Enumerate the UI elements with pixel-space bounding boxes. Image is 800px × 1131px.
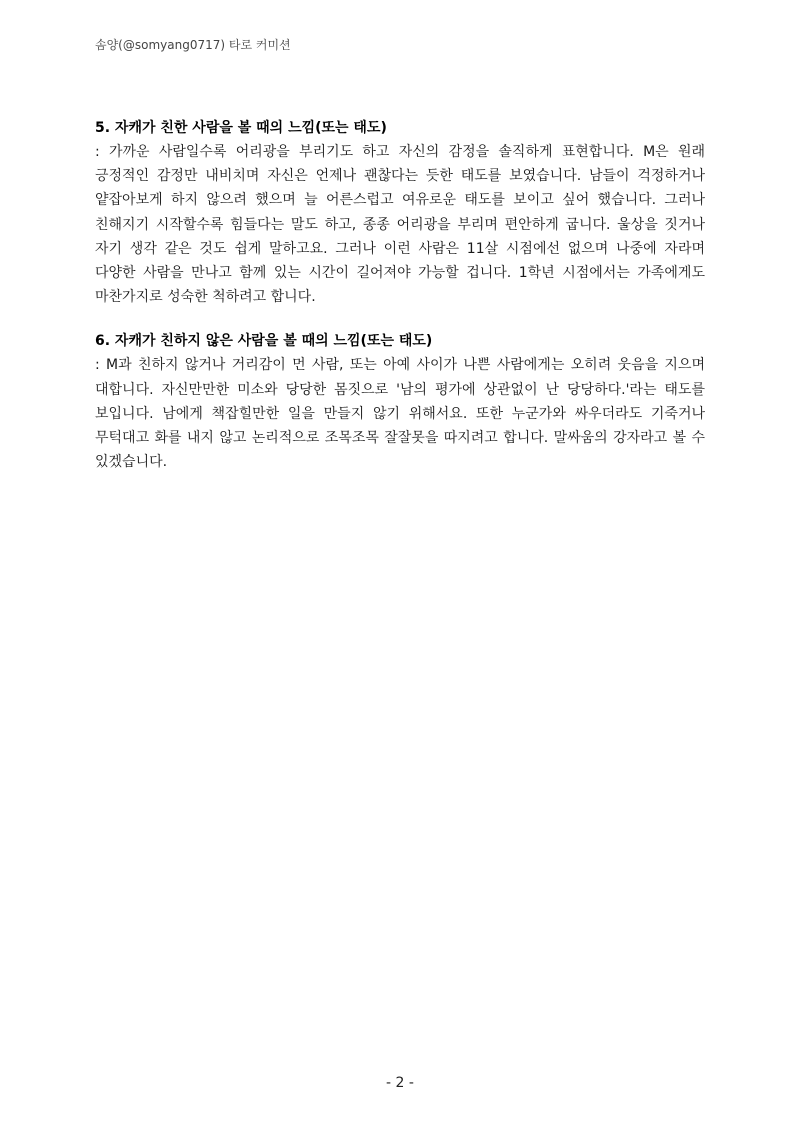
section-6 (95, 329, 705, 474)
document-body (95, 116, 705, 494)
page-number: - 2 - (386, 1075, 414, 1091)
page-header: 솜양(@somyang0717) 타로 커미션 (95, 38, 291, 52)
section-body: : 가까운 사람일수록 어리광을 부리기도 하고 자신의 감정을 솔직하게 표현합니다. M은 원래 긍정적인 감정만 내비치며 자신은 언제나 괜찮다는 듯한 태도를 보였습니다. 남들이 걱정하거나 얕잡아보게 하지 않으려 했으며 늘 어른스럽고 여유로운 태도를 보이고 싶어 했습니다. 그러나 친해지기 시작할수록 힘들다는 말도 하고, 종종 어리광을 부리며 편안하게 굽니다. 울상을 짓거나 자기 생각 같은 것도 쉽게 말하고요. 그러나 이런 사람은 11살 시점에선 없으며 나중에 자라며 다양한 사람을 만나고 함께 있는 시간이 길어져야 가능할 겁니다. 1학년 시점에서는 가족에게도 마찬가지로 성숙한 척하려고 합니다. (95, 144, 705, 306)
section-5 (95, 116, 705, 309)
section-body: : M과 친하지 않거나 거리감이 먼 사람, 또는 아예 사이가 나쁜 사람에게는 오히려 웃음을 지으며 대합니다. 자신만만한 미소와 당당한 몸짓으로 '남의 평가에 상관없이 난 당당하다.'라는 태도를 보입니다. 남에게 책잡힐만한 일을 만들지 않기 위해서요. 또한 누군가와 싸우더라도 기죽거나 무턱대고 화를 내지 않고 논리적으로 조목조목 잘잘못을 따지려고 합니다. 말싸움의 강자라고 볼 수 있겠습니다. (95, 357, 705, 471)
section-title: 5. 자캐가 친한 사람을 볼 때의 느낌(또는 태도) (95, 120, 387, 136)
section-title: 6. 자캐가 친하지 않은 사람을 볼 때의 느낌(또는 태도) (95, 333, 433, 350)
